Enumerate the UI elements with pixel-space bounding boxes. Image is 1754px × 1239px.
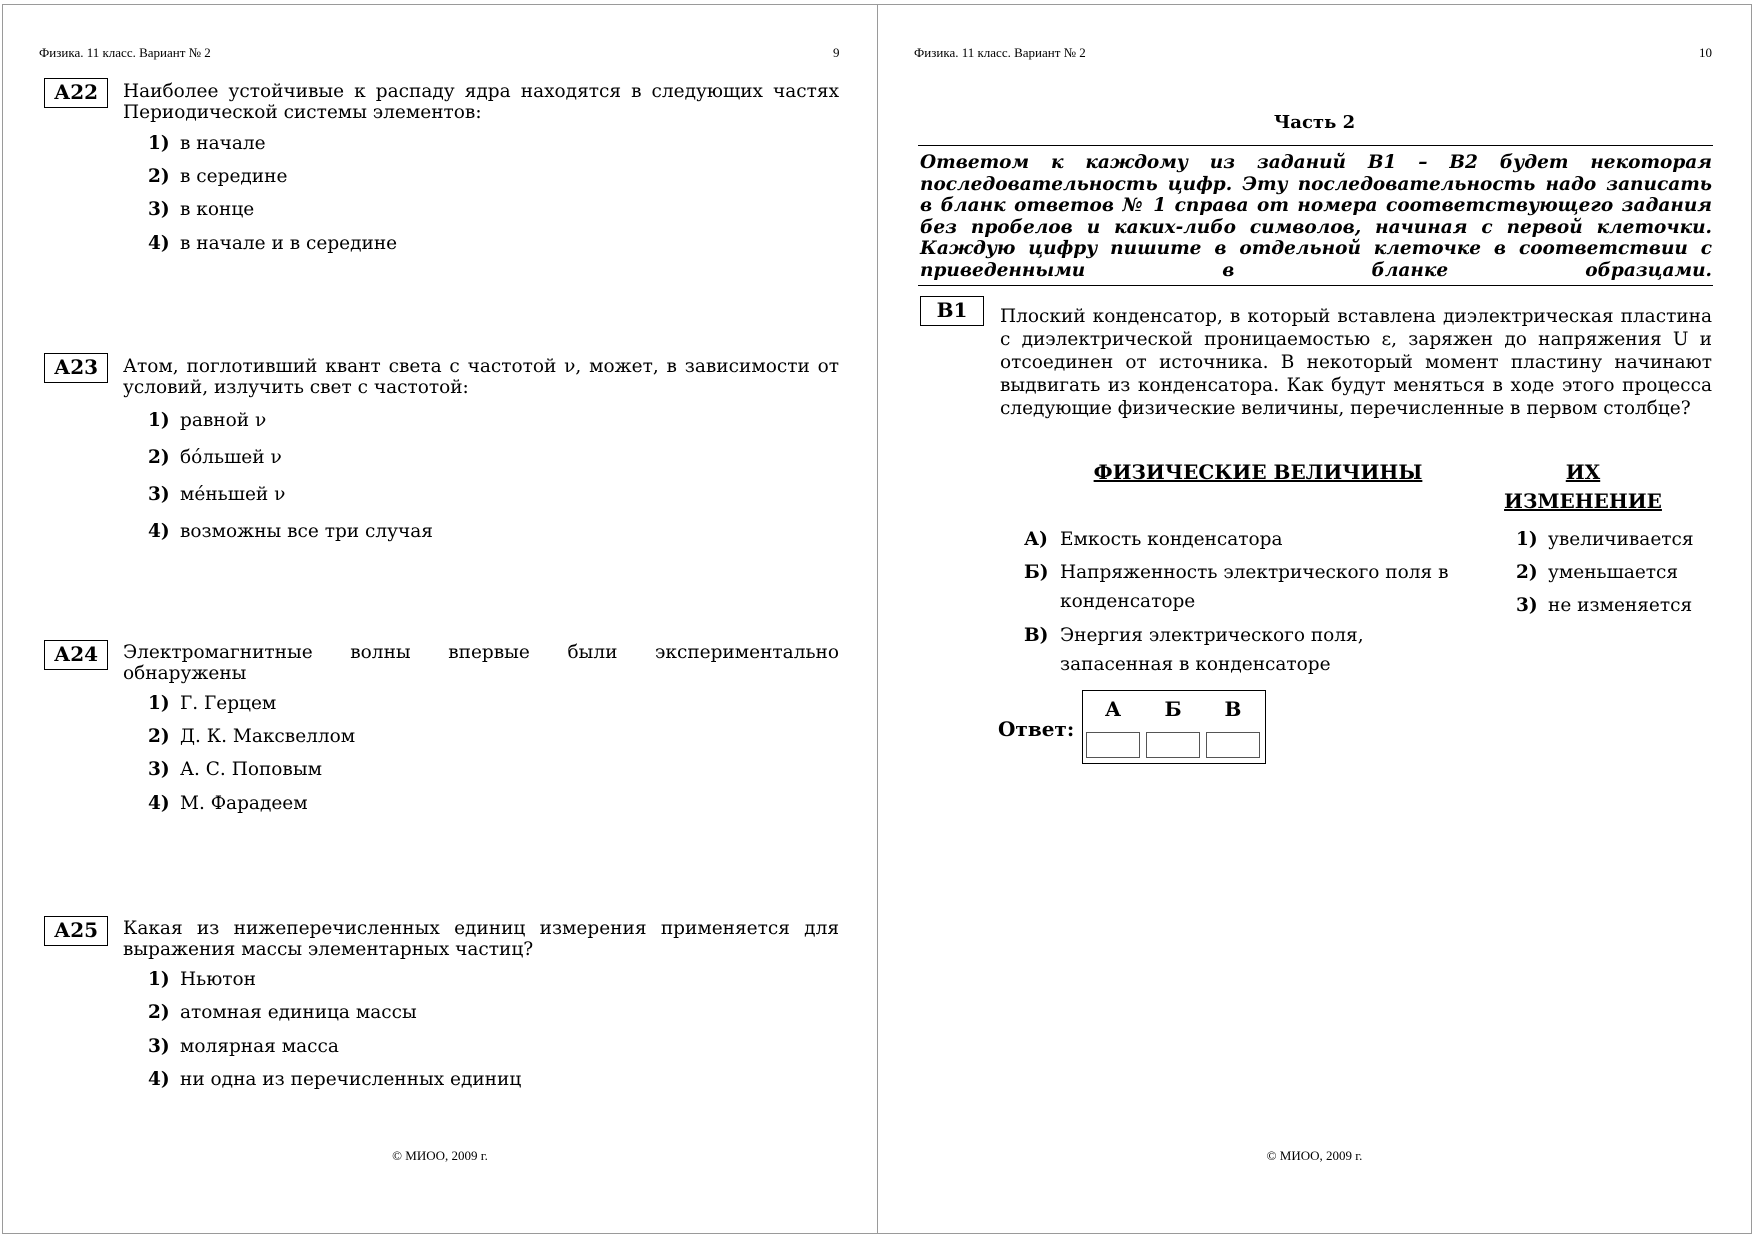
option-number: 1): [148, 969, 170, 990]
change-option: [1516, 595, 1692, 616]
answer-label: Ответ:: [998, 717, 1075, 741]
part-title: Часть 2: [1273, 112, 1356, 133]
question-text: Какая из нижеперечисленных единиц измерения применяется для выражения массы элементарных частиц?: [123, 918, 839, 960]
answer-option: [148, 521, 848, 542]
option-text: молярная масса: [180, 1036, 339, 1057]
quantity-text: Напряженность электрического поля в конденсаторе: [1060, 562, 1449, 612]
option-text: мéньшей ν: [180, 484, 286, 505]
answer-option: [148, 726, 848, 747]
option-text: в начале: [180, 133, 266, 154]
question-label: А23: [44, 353, 108, 383]
quantity-text: Энергия электрического поля, запасенная в конденсаторе: [1060, 625, 1364, 675]
answer-option: [148, 793, 848, 814]
answer-option: [148, 199, 848, 220]
page-footer: © МИОО, 2009 г.: [1266, 1148, 1363, 1163]
option-number: 3): [148, 199, 170, 220]
change-option: [1516, 529, 1694, 550]
answer-option: [148, 693, 848, 714]
right-page: [877, 4, 1752, 1234]
option-text: атомная единица массы: [180, 1002, 417, 1023]
answer-column-b: Б: [1164, 697, 1182, 721]
answer-option: [148, 759, 848, 780]
bottom-rule: [918, 285, 1713, 286]
answer-table: [1082, 690, 1266, 764]
question-label: А24: [44, 640, 108, 670]
option-text: в начале и в середине: [180, 233, 398, 254]
option-text: в середине: [180, 166, 288, 187]
instructions: Ответом к каждому из заданий В1 – В2 будет некоторая последовательность цифр. Эту последовательность надо записать в бланк ответов № 1 справа от номера соответствующего задания без пробелов и каких-либо символов, начиная с первой клеточки. Каждую цифру пишите в отдельной клеточке в соответствии с приведенными в бланке образцами.: [920, 152, 1712, 281]
answer-column-v: В: [1224, 697, 1242, 721]
change-number: 1): [1516, 529, 1538, 550]
question-text: Атом, поглотивший квант света с частотой ν, может, в зависимости от условий, излучить свет с частотой:: [123, 356, 839, 398]
answer-option: [148, 1069, 848, 1090]
option-text: бóльшей ν: [180, 447, 282, 468]
changes-header-line1: ИХ: [1565, 460, 1601, 484]
left-page: [2, 4, 878, 1234]
change-text: уменьшается: [1548, 562, 1679, 583]
question-label: В1: [920, 296, 984, 326]
answer-option: [148, 233, 848, 254]
answer-cell-b[interactable]: [1146, 732, 1200, 758]
question-text: Плоский конденсатор, в который вставлена диэлектрическая пластина с диэлектрической проницаемостью ε, заряжен до напряжения U и отсоединен от источника. В некоторый момент пластину начинают выдвигать из конденсатора. Как будут меняться в ходе этого процесса следующие физические величины, перечисленные в первом столбце?: [1000, 306, 1712, 419]
option-number: 1): [148, 133, 170, 154]
option-number: 1): [148, 410, 170, 431]
option-number: 2): [148, 1002, 170, 1023]
answer-cell-v[interactable]: [1206, 732, 1260, 758]
option-number: 2): [148, 726, 170, 747]
quantity-item: [1024, 558, 1454, 618]
quantity-item: [1024, 621, 1454, 681]
question-text: Электромагнитные волны впервые были экспериментально обнаружены: [123, 642, 839, 684]
quantity-letter: В): [1024, 625, 1049, 646]
answer-option: [148, 969, 848, 990]
answer-column-a: А: [1104, 697, 1122, 721]
option-text: Г. Герцем: [180, 693, 277, 714]
top-rule: [918, 145, 1713, 146]
option-number: 4): [148, 233, 170, 254]
page-number: 9: [833, 45, 840, 60]
page-header: Физика. 11 класс. Вариант № 2: [914, 45, 1086, 60]
option-number: 4): [148, 521, 170, 542]
answer-option: [148, 447, 848, 468]
change-number: 2): [1516, 562, 1538, 583]
quantity-item: [1024, 525, 1454, 555]
page-footer: © МИОО, 2009 г.: [392, 1148, 488, 1163]
option-number: 3): [148, 1036, 170, 1057]
quantities-header: ФИЗИЧЕСКИЕ ВЕЛИЧИНЫ: [1093, 460, 1423, 484]
quantity-letter: А): [1024, 529, 1048, 550]
option-text: А. С. Поповым: [180, 759, 322, 780]
answer-cell-a[interactable]: [1086, 732, 1140, 758]
answer-option: [148, 1036, 848, 1057]
option-number: 3): [148, 484, 170, 505]
option-text: равной ν: [180, 410, 267, 431]
answer-option: [148, 133, 848, 154]
quantity-text: Емкость конденсатора: [1060, 529, 1283, 550]
option-text: ни одна из перечисленных единиц: [180, 1069, 522, 1090]
page-number: 10: [1699, 45, 1712, 60]
option-number: 1): [148, 693, 170, 714]
change-number: 3): [1516, 595, 1538, 616]
change-text: не изменяется: [1548, 595, 1693, 616]
option-text: в конце: [180, 199, 255, 220]
option-text: возможны все три случая: [180, 521, 433, 542]
question-label: А22: [44, 78, 108, 108]
answer-option: [148, 410, 848, 431]
option-number: 2): [148, 447, 170, 468]
option-text: Ньютон: [180, 969, 257, 990]
quantity-letter: Б): [1024, 562, 1049, 583]
option-text: Д. К. Максвеллом: [180, 726, 356, 747]
change-text: увеличивается: [1548, 529, 1694, 550]
question-label: А25: [44, 916, 108, 946]
answer-option: [148, 166, 848, 187]
answer-option: [148, 484, 848, 505]
option-number: 4): [148, 793, 170, 814]
page-header: Физика. 11 класс. Вариант № 2: [39, 45, 211, 60]
option-number: 2): [148, 166, 170, 187]
option-number: 3): [148, 759, 170, 780]
changes-header-line2: ИЗМЕНЕНИЕ: [1504, 489, 1662, 513]
question-text: Наиболее устойчивые к распаду ядра находятся в следующих частях Периодической системы элементов:: [123, 81, 839, 123]
answer-option: [148, 1002, 848, 1023]
option-number: 4): [148, 1069, 170, 1090]
change-option: [1516, 562, 1678, 583]
option-text: М. Фарадеем: [180, 793, 308, 814]
